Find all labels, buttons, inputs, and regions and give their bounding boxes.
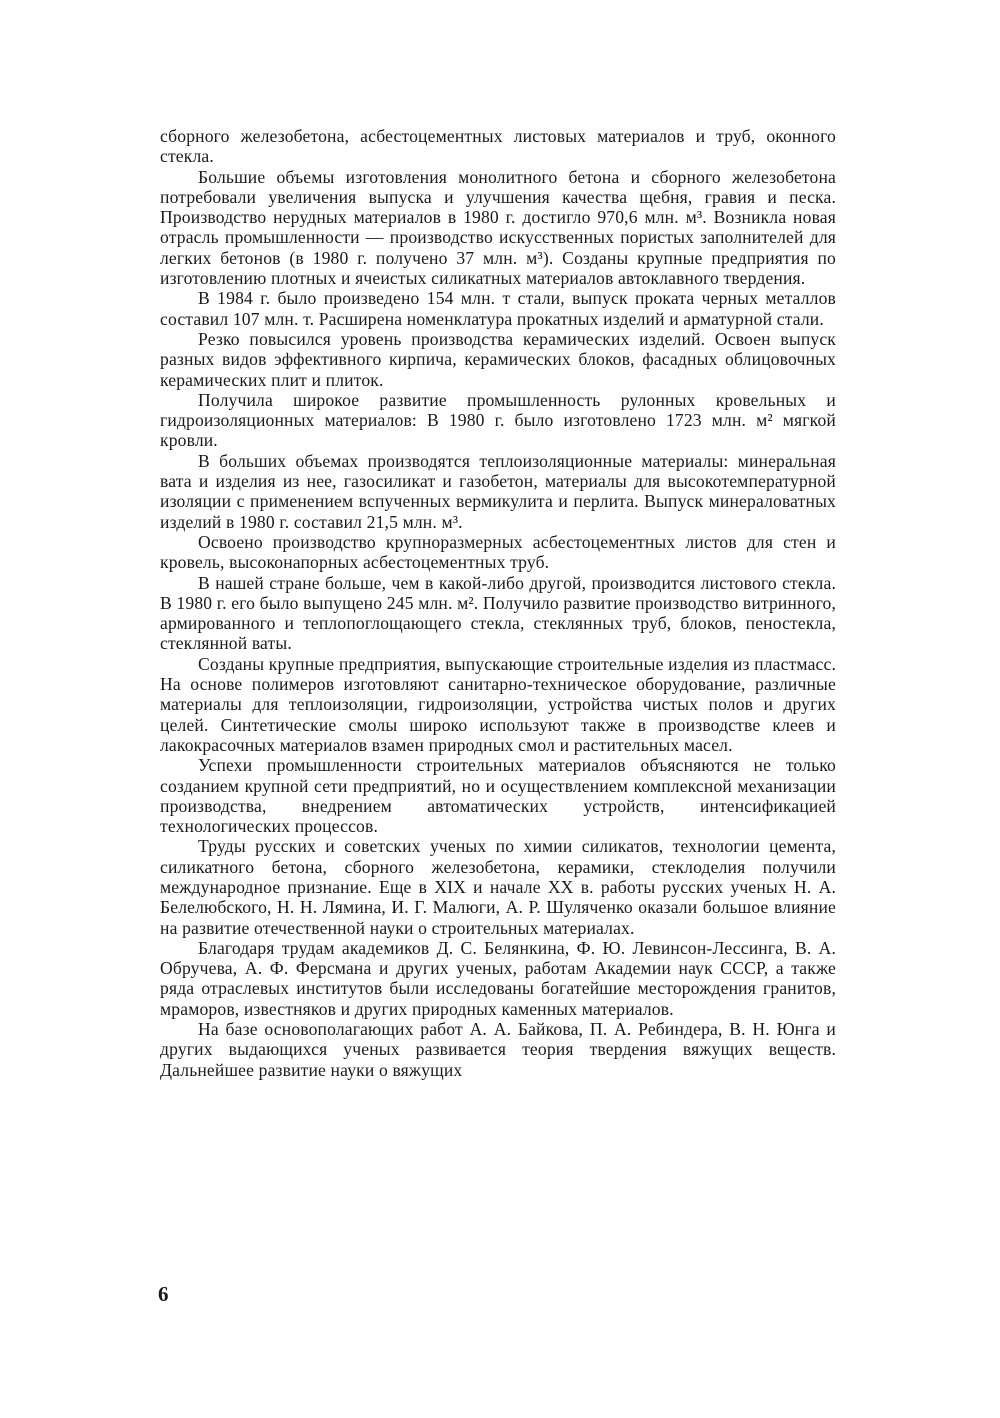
paragraph: В нашей стране больше, чем в какой-либо другой, производится листового стекла. В 1980 г. его было выпущено 245 млн. м². Получило развитие производство витринного, армированного и теплопоглощающего стекла, стеклянных труб, блоков, пеностекла, стеклянной ваты.: [160, 572, 836, 654]
paragraph: Труды русских и советских ученых по химии силикатов, технологии цемента, силикатного бетона, сборного железобетона, керамики, стеклоделия получили международное признание. Еще в XIX и начале XX в. работы русских ученых Н. А. Белелюбского, Н. Н. Лямина, И. Г. Малюги, А. Р. Шуляченко оказали большое влияние на развитие отечественной науки о строительных материалах.: [160, 836, 836, 938]
paragraph: Созданы крупные предприятия, выпускающие строительные изделия из пластмасс. На основе полимеров изготовляют санитарно-техническое оборудование, различные материалы для теплоизоляции, гидроизоляции, устройства чистых полов и других целей. Синтетические смолы широко используют также в производстве клеев и лакокрасочных материалов взамен природных смол и растительных масел.: [160, 653, 836, 755]
page-number: 6: [158, 1282, 169, 1306]
paragraph: Большие объемы изготовления монолитного бетона и сборного железобетона потребовали увеличения выпуска и улучшения качества щебня, гравия и песка. Производство нерудных материалов в 1980 г. достигло 970,6 млн. м³. Возникла новая отрасль промышленности — производство искусственных пористых заполнителей для легких бетонов (в 1980 г. получено 37 млн. м³). Созданы крупные предприятия по изготовлению плотных и ячеистых силикатных материалов автоклавного твердения.: [160, 166, 836, 289]
paragraph: В 1984 г. было произведено 154 млн. т стали, выпуск проката черных металлов составил 107 млн. т. Расширена номенклатура прокатных изделий и арматурной стали.: [160, 288, 836, 329]
paragraph: сборного железобетона, асбестоцементных листовых материалов и труб, оконного стекла.: [160, 126, 836, 167]
paragraph: В больших объемах производятся теплоизоляционные материалы: минеральная вата и изделия из нее, газосиликат и газобетон, материалы для высокотемпературной изоляции с применением вспученных вермикулита и перлита. Выпуск минераловатных изделий в 1980 г. составил 21,5 млн. м³.: [160, 450, 836, 532]
paragraph: Освоено производство крупноразмерных асбестоцементных листов для стен и кровель, высоконапорных асбестоцементных труб.: [160, 531, 836, 573]
paragraph: Благодаря трудам академиков Д. С. Белянкина, Ф. Ю. Левинсон-Лессинга, В. А. Обручева, А. Ф. Ферсмана и других ученых, работам Академии наук СССР, а также ряда отраслевых институтов были исследованы богатейшие месторождения гранитов, мраморов, известняков и других природных каменных материалов.: [160, 937, 836, 1019]
paragraph: На базе основополагающих работ А. А. Байкова, П. А. Ребиндера, В. Н. Юнга и других выдающихся ученых развивается теория твердения вяжущих веществ. Дальнейшее развитие науки о вяжущих: [160, 1019, 836, 1080]
paragraph: Резко повысился уровень производства керамических изделий. Освоен выпуск разных видов эффективного кирпича, керамических блоков, фасадных облицовочных керамических плит и плиток.: [160, 328, 836, 390]
paragraph: Успехи промышленности строительных материалов объясняются не только созданием крупной сети предприятий, но и осуществлением комплексной механизации производства, внедрением автоматических устройств, интенсификацией технологических процессов.: [160, 755, 836, 837]
paragraph: Получила широкое развитие промышленность рулонных кровельных и гидроизоляционных материалов: В 1980 г. было изготовлено 1723 млн. м² мягкой кровли.: [160, 389, 836, 451]
body-text: [160, 126, 836, 1080]
